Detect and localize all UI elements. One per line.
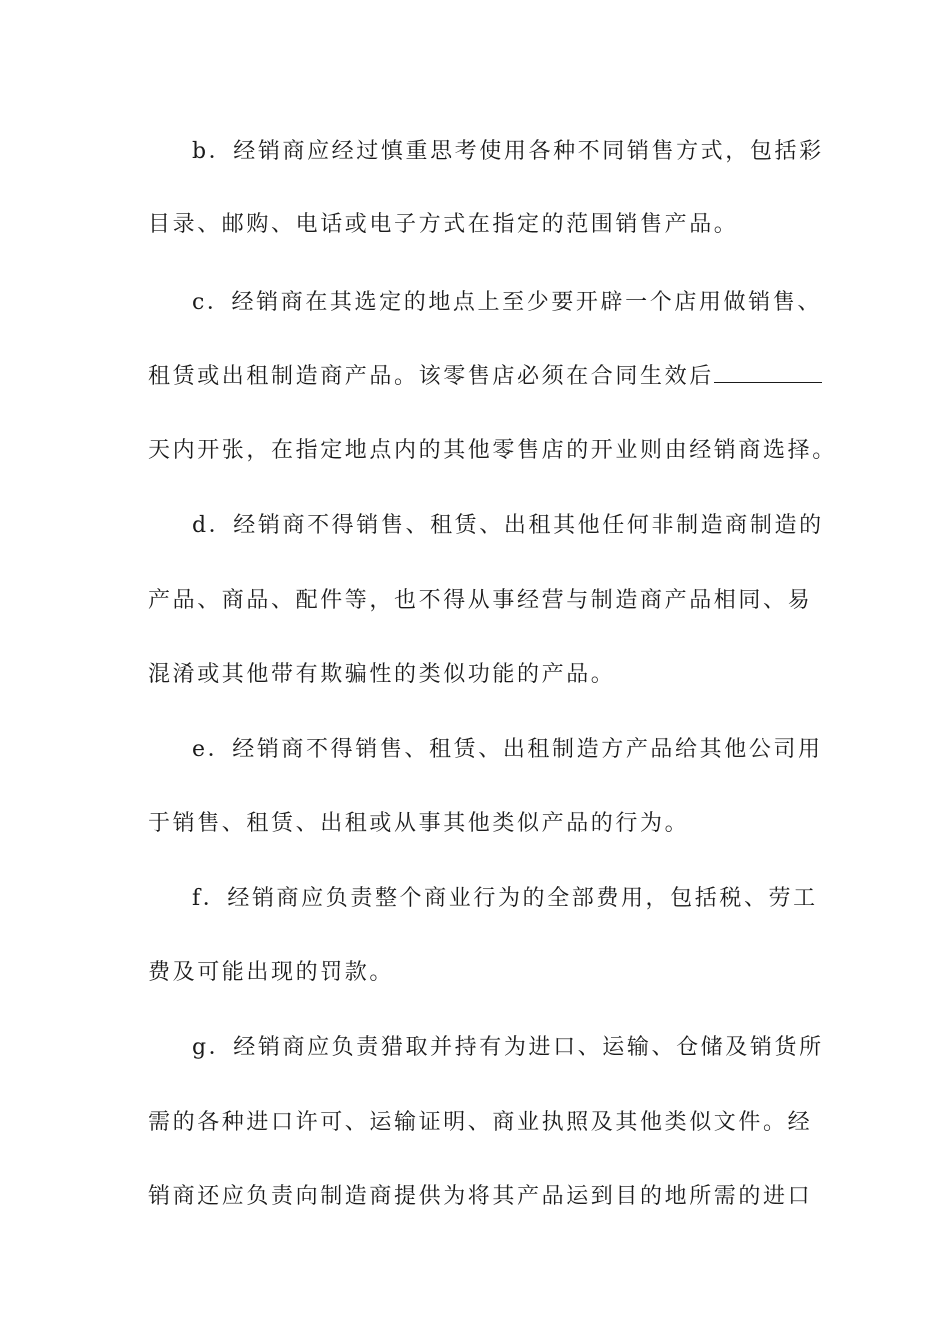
paragraph-c-line-1: c．经销商在其选定的地点上至少要开辟一个店用做销售、 bbox=[192, 290, 822, 315]
paragraph-f-line-2: 费及可能出现的罚款。 bbox=[148, 960, 395, 985]
paragraph-g-line-2: 需的各种进口许可、运输证明、商业执照及其他类似文件。经 bbox=[148, 1110, 813, 1135]
fill-in-blank-days[interactable] bbox=[714, 362, 822, 383]
paragraph-g-line-1: g．经销商应负责猎取并持有为进口、运输、仓储及销货所 bbox=[192, 1035, 824, 1060]
paragraph-d-line-2: 产品、商品、配件等，也不得从事经营与制造商产品相同、易 bbox=[148, 588, 813, 613]
paragraph-c-line-2 bbox=[148, 359, 808, 395]
paragraph-e-line-2: 于销售、租赁、出租或从事其他类似产品的行为。 bbox=[148, 811, 690, 836]
paragraph-g-line-3: 销商还应负责向制造商提供为将其产品运到目的地所需的进口 bbox=[148, 1184, 813, 1209]
paragraph-d-line-1: d．经销商不得销售、租赁、出租其他任何非制造商制造的 bbox=[192, 513, 824, 538]
paragraph-b-line-2: 目录、邮购、电话或电子方式在指定的范围销售产品。 bbox=[148, 212, 739, 237]
paragraph-d-line-3: 混淆或其他带有欺骗性的类似功能的产品。 bbox=[148, 662, 616, 687]
paragraph-e-line-1: e．经销商不得销售、租赁、出租制造方产品给其他公司用 bbox=[192, 737, 823, 762]
paragraph-c-line-2-text: 租赁或出租制造商产品。该零售店必须在合同生效后 bbox=[148, 364, 714, 389]
paragraph-b-line-1: b．经销商应经过慎重思考使用各种不同销售方式，包括彩 bbox=[192, 139, 824, 164]
paragraph-c-line-3: 天内开张，在指定地点内的其他零售店的开业则由经销商选择。 bbox=[148, 438, 837, 463]
paragraph-f-line-1: f．经销商应负责整个商业行为的全部费用，包括税、劳工 bbox=[192, 886, 818, 911]
